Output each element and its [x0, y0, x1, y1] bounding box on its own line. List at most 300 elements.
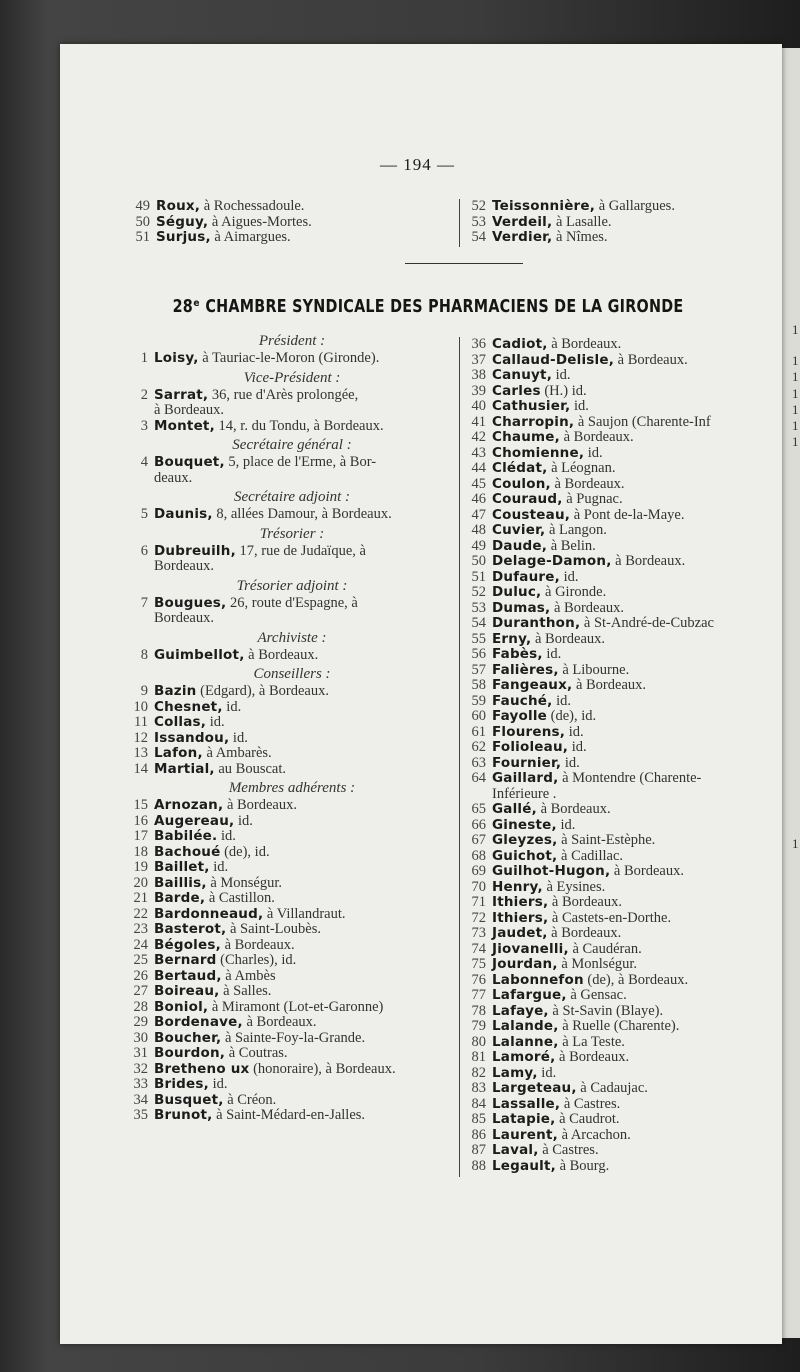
- list-item: [466, 353, 782, 369]
- office-title: Trésorier :: [259, 525, 325, 542]
- member-name: Largeteau,: [492, 1080, 577, 1096]
- next-page-digit: 1: [792, 353, 799, 368]
- member-name: Callaud-Delisle,: [492, 351, 615, 368]
- member-name: Gineste,: [492, 816, 557, 833]
- member-location: (Edgard), à Bordeaux.: [200, 683, 329, 699]
- entry-continuation: Bordeaux.: [154, 610, 214, 626]
- office-title: Conseillers :: [253, 666, 331, 682]
- next-page-digit: 1: [792, 402, 799, 417]
- member-location: à Gensac.: [570, 987, 627, 1003]
- list-item: [466, 430, 782, 446]
- member-name: Jourdan,: [492, 956, 558, 972]
- member-location: (H.) id.: [544, 382, 587, 399]
- list-item: [466, 1019, 782, 1035]
- member-location: Inférieure .: [492, 785, 557, 802]
- entry-number: 1: [140, 350, 148, 366]
- entry-number: 4: [140, 454, 148, 470]
- entry-number: 65: [471, 801, 486, 817]
- list-item: [128, 419, 456, 435]
- list-item: [128, 388, 456, 404]
- entry-number: 50: [471, 553, 486, 569]
- entry-number: 12: [133, 729, 148, 746]
- member-name: Guilhot-Hugon,: [492, 863, 611, 879]
- member-location: à Bordeaux.: [535, 630, 606, 647]
- entry-number: 37: [471, 351, 486, 368]
- member-location: id.: [541, 1064, 557, 1081]
- entry-number: 75: [471, 956, 486, 972]
- member-location: au Bouscat.: [218, 760, 287, 777]
- member-name: Bertaud,: [154, 967, 222, 984]
- entry-number: 15: [133, 797, 148, 813]
- member-location: id.: [560, 816, 576, 833]
- member-location: à Lasalle.: [555, 213, 612, 230]
- member-location: (honoraire), à Bordeaux.: [253, 1060, 396, 1077]
- list-item: [466, 895, 782, 911]
- list-item: [466, 570, 782, 586]
- office-title: Secrétaire adjoint :: [233, 489, 351, 505]
- list-item: [466, 399, 782, 415]
- entry-number: 31: [133, 1045, 148, 1061]
- entry-number: 39: [471, 382, 486, 399]
- member-name: Teissonnière,: [492, 198, 596, 214]
- member-name: Jaudet,: [492, 925, 548, 941]
- member-name: Coulon,: [492, 475, 551, 492]
- member-name: Bazin: [154, 683, 197, 699]
- member-location: à Ruelle (Charente).: [562, 1018, 680, 1034]
- member-location: à Bordeaux.: [613, 863, 684, 879]
- list-item: [466, 1112, 782, 1128]
- member-location: à Bordeaux.: [551, 336, 622, 352]
- member-location: à Bordeaux.: [615, 553, 686, 569]
- entry-number: 82: [471, 1064, 486, 1081]
- member-location: 17, rue de Judaïque, à: [239, 542, 366, 559]
- list-item: [128, 1046, 456, 1062]
- member-name: Boniol,: [154, 998, 209, 1015]
- member-location: à Montendre (Charente-: [562, 770, 702, 786]
- member-location: à Bordeaux.: [563, 429, 634, 445]
- entry-number: 57: [471, 661, 486, 678]
- list-item: [466, 1004, 782, 1020]
- member-location: à St-André-de-Cubzac: [583, 615, 714, 631]
- member-name: Laval,: [492, 1142, 539, 1158]
- entry-continuation: deaux.: [154, 469, 193, 486]
- list-item: [128, 715, 456, 731]
- list-item: [466, 215, 766, 231]
- entry-continuation: à Bordeaux.: [154, 402, 225, 418]
- member-location: 5, place de l'Erme, à Bor-: [228, 454, 377, 470]
- member-name: Chaume,: [492, 429, 560, 445]
- list-item: [466, 492, 782, 508]
- list-item: [466, 864, 782, 880]
- list-item: [128, 1015, 456, 1031]
- next-page-digit: 1: [792, 418, 799, 433]
- entry-number: 51: [135, 229, 150, 245]
- member-name: Verdier,: [492, 229, 553, 245]
- member-location: à Aigues-Mortes.: [211, 213, 312, 230]
- entry-number: 63: [471, 754, 486, 771]
- member-location: à Bordeaux.: [248, 646, 319, 663]
- entry-number: 64: [471, 770, 486, 786]
- list-item: [128, 507, 456, 523]
- member-location: (Charles), id.: [220, 952, 297, 968]
- member-name: Legault,: [492, 1157, 556, 1174]
- office-title: Membres adhérents :: [228, 780, 356, 796]
- entry-number: 38: [471, 367, 486, 383]
- list-item: [466, 771, 782, 787]
- member-location: à Sainte-Foy-la-Grande.: [224, 1029, 366, 1046]
- list-item: [466, 787, 782, 803]
- member-name: Augereau,: [154, 812, 235, 829]
- member-location: id.: [237, 812, 253, 829]
- member-location: id.: [587, 444, 603, 461]
- member-location: à Monlségur.: [561, 956, 638, 972]
- member-location: à Saint-Loubès.: [229, 921, 321, 937]
- list-item: [128, 1000, 456, 1016]
- member-name: Dubreuilh,: [154, 542, 236, 559]
- entry-number: 32: [133, 1060, 148, 1077]
- member-name: Duranthon,: [492, 615, 581, 631]
- list-item: [466, 616, 782, 632]
- entry-number: 7: [140, 594, 148, 611]
- entry-number: 83: [471, 1080, 486, 1096]
- entry-number: 55: [471, 630, 486, 647]
- entry-number: 84: [471, 1095, 486, 1112]
- member-location: à Caudrot.: [559, 1111, 620, 1127]
- list-item: [128, 648, 456, 664]
- list-item: [128, 953, 456, 969]
- entry-number: 43: [471, 444, 486, 461]
- entry-number: 49: [135, 198, 150, 214]
- member-location: à Castres.: [563, 1095, 621, 1112]
- member-name: Jiovanelli,: [492, 940, 569, 957]
- member-name: Cathusier,: [492, 398, 571, 414]
- member-location: à Saint-Estèphe.: [561, 832, 656, 848]
- list-item: [466, 523, 782, 539]
- member-location: à Bordeaux.: [226, 797, 297, 813]
- entry-number: 73: [471, 925, 486, 941]
- member-name: Baillis,: [154, 874, 207, 891]
- member-location: à Cadaujac.: [580, 1080, 648, 1096]
- member-name: Dufaure,: [492, 568, 560, 585]
- list-item: [128, 351, 456, 367]
- member-location: à Tauriac-le-Moron (Gironde).: [202, 350, 380, 366]
- entry-number: 67: [471, 832, 486, 848]
- list-item: [466, 725, 782, 741]
- member-name: Collas,: [154, 714, 207, 730]
- entry-number: 10: [133, 698, 148, 715]
- member-location: à Ambarès.: [206, 745, 272, 761]
- member-location: à Langon.: [548, 522, 607, 538]
- list-item: [466, 663, 782, 679]
- member-name: Fangeaux,: [492, 677, 573, 693]
- entry-number: 45: [471, 475, 486, 492]
- list-item: [128, 860, 456, 876]
- member-location: id.: [212, 1076, 228, 1092]
- entry-number: 34: [133, 1091, 148, 1108]
- entry-number: 69: [471, 863, 486, 879]
- member-name: Delage-Damon,: [492, 553, 612, 569]
- entry-number: 9: [140, 683, 148, 699]
- list-item: [128, 455, 456, 471]
- entry-number: 46: [471, 491, 486, 507]
- member-name: Guimbellot,: [154, 646, 245, 663]
- office-title: Secrétaire général :: [232, 437, 352, 453]
- list-item: [128, 1077, 456, 1093]
- member-name: Canuyt,: [492, 367, 553, 383]
- list-item: [466, 802, 782, 818]
- entry-number: 78: [471, 1002, 486, 1019]
- list-item: [128, 1031, 456, 1047]
- list-item: [466, 911, 782, 927]
- entry-number: 17: [133, 828, 148, 844]
- list-item: [466, 1035, 782, 1051]
- member-name: Fournier,: [492, 754, 562, 771]
- member-name: Daude,: [492, 537, 548, 554]
- member-location: à Salles.: [223, 983, 272, 999]
- member-location: id.: [220, 828, 236, 844]
- member-location: id.: [555, 367, 571, 383]
- list-item: [128, 922, 456, 938]
- member-name: Chomienne,: [492, 444, 585, 461]
- member-location: à Rochessadoule.: [203, 198, 305, 214]
- member-location: à St-Savin (Blaye).: [552, 1002, 664, 1019]
- entry-number: 13: [133, 745, 148, 761]
- member-name: Folioleau,: [492, 739, 569, 755]
- list-item: [466, 477, 782, 493]
- member-name: Cadiot,: [492, 336, 548, 352]
- member-name: Bégoles,: [154, 936, 221, 953]
- member-location: à Coutras.: [228, 1045, 288, 1061]
- entry-number: 29: [133, 1014, 148, 1030]
- entry-number: 59: [471, 692, 486, 709]
- member-location: à Arcachon.: [561, 1126, 631, 1143]
- list-item: [128, 907, 456, 923]
- member-name: Barde,: [154, 890, 206, 906]
- list-item: [128, 1108, 456, 1124]
- member-location: à Gironde.: [545, 584, 607, 600]
- list-item: [128, 798, 456, 814]
- list-item: [128, 845, 456, 861]
- next-page-digit: 1: [792, 434, 799, 449]
- list-item: [466, 230, 766, 246]
- member-location: id.: [563, 568, 579, 585]
- member-location: à Aimargues.: [214, 229, 291, 245]
- member-name: Gleyzes,: [492, 832, 558, 848]
- list-item: [466, 988, 782, 1004]
- member-name: Montet,: [154, 417, 215, 434]
- next-page-digit: 1: [792, 386, 799, 401]
- member-name: Fabès,: [492, 646, 543, 662]
- member-location: à Bourg.: [559, 1157, 610, 1174]
- entry-number: 14: [133, 760, 148, 777]
- member-name: Fayolle: [492, 708, 548, 724]
- member-location: à Pont de-la-Maye.: [573, 506, 685, 523]
- entry-number: 6: [140, 542, 148, 559]
- member-location: à Villandraut.: [266, 905, 346, 922]
- entry-number: 42: [471, 429, 486, 445]
- entry-number: 25: [133, 952, 148, 968]
- member-name: Sarrat,: [154, 386, 209, 403]
- list-item: [128, 876, 456, 892]
- entry-number: 41: [471, 413, 486, 430]
- entry-number: 72: [471, 909, 486, 926]
- member-location: à Eysines.: [546, 878, 606, 895]
- list-item: [128, 984, 456, 1000]
- entry-number: 47: [471, 506, 486, 523]
- list-item: [466, 585, 782, 601]
- list-item: [466, 756, 782, 772]
- entry-number: 18: [133, 843, 148, 860]
- list-item: [466, 973, 782, 989]
- members-right-column: [466, 337, 782, 1174]
- member-location: à Créon.: [227, 1091, 277, 1108]
- members-left-column: [128, 330, 456, 1124]
- member-name: Clédat,: [492, 460, 548, 476]
- list-item: [466, 926, 782, 942]
- member-name: Bachoué: [154, 843, 221, 860]
- member-location: 8, allées Damour, à Bordeaux.: [216, 506, 392, 522]
- list-item: [466, 818, 782, 834]
- entry-number: 49: [471, 537, 486, 554]
- office-title: Vice-Président :: [243, 369, 341, 386]
- entry-number: 22: [133, 905, 148, 922]
- list-item: [466, 1128, 782, 1144]
- entry-number: 20: [133, 874, 148, 891]
- list-item: [128, 544, 456, 560]
- list-item: [466, 368, 782, 384]
- member-location: id.: [209, 714, 225, 730]
- member-name: Lafargue,: [492, 987, 567, 1003]
- list-item: [466, 1159, 782, 1175]
- list-item: [128, 969, 456, 985]
- entry-number: 30: [133, 1029, 148, 1046]
- entry-number: 52: [471, 584, 486, 600]
- member-name: Basterot,: [154, 921, 227, 937]
- entry-number: 53: [471, 213, 486, 230]
- member-name: Arnozan,: [154, 797, 224, 813]
- member-name: Lalanne,: [492, 1033, 559, 1050]
- member-name: Ithiers,: [492, 894, 549, 910]
- entry-number: 66: [471, 816, 486, 833]
- member-name: Lafaye,: [492, 1002, 549, 1019]
- entry-number: 28: [133, 998, 148, 1015]
- entry-number: 74: [471, 940, 486, 957]
- member-name: Verdeil,: [492, 213, 553, 230]
- member-name: Bougues,: [154, 594, 227, 611]
- member-name: Bourdon,: [154, 1045, 226, 1061]
- top-left-list: [130, 199, 460, 246]
- member-name: Duluc,: [492, 584, 542, 600]
- list-item: [466, 337, 782, 353]
- member-name: Fauché,: [492, 692, 553, 709]
- list-item: [128, 1093, 456, 1109]
- member-name: Busquet,: [154, 1091, 224, 1108]
- entry-number: 62: [471, 739, 486, 755]
- member-location: à Bordeaux.: [224, 936, 295, 953]
- list-item: [128, 596, 456, 612]
- entry-number: 23: [133, 921, 148, 937]
- member-location: (de), id.: [224, 843, 270, 860]
- member-name: Martial,: [154, 760, 215, 777]
- member-name: Gallé,: [492, 801, 537, 817]
- member-name: Cuvier,: [492, 522, 546, 538]
- list-item: [466, 1066, 782, 1082]
- member-name: Lamy,: [492, 1064, 538, 1081]
- member-location: à Pugnac.: [566, 491, 623, 507]
- member-name: Labonnefon: [492, 971, 584, 988]
- member-location: id.: [556, 692, 571, 709]
- page-number: — 194 —: [380, 155, 455, 174]
- list-item: [466, 849, 782, 865]
- entry-number: 24: [133, 936, 148, 953]
- entry-number: 70: [471, 878, 486, 895]
- office-title: Président :: [258, 333, 326, 349]
- member-location: à Castets-en-Dorthe.: [551, 909, 672, 926]
- member-name: Gaillard,: [492, 770, 559, 786]
- member-name: Latapie,: [492, 1111, 556, 1127]
- entry-number: 76: [471, 971, 486, 988]
- list-item: [130, 199, 460, 215]
- list-item: [466, 446, 782, 462]
- member-location: à La Teste.: [562, 1033, 625, 1050]
- list-item: [128, 762, 456, 778]
- member-name: Boireau,: [154, 983, 220, 999]
- list-item: [466, 632, 782, 648]
- member-location: à Bordeaux.: [246, 1014, 317, 1030]
- list-item: [466, 709, 782, 725]
- member-location: id.: [568, 723, 584, 740]
- entry-number: 86: [471, 1126, 486, 1143]
- entry-continuation: Bordeaux.: [154, 558, 214, 574]
- entry-number: 54: [471, 615, 486, 631]
- next-page-edge: [782, 48, 800, 1338]
- section-heading: 28ᵉ CHAMBRE SYNDICALE DES PHARMACIENS DE LA GIRONDE: [172, 297, 684, 317]
- list-item: [466, 740, 782, 756]
- member-location: id.: [232, 729, 248, 746]
- member-location: à Bordeaux.: [551, 894, 622, 910]
- entry-number: 50: [135, 213, 150, 230]
- member-location: à Léognan.: [551, 460, 616, 476]
- entry-number: 16: [133, 812, 148, 829]
- list-item: [128, 746, 456, 762]
- member-name: Daunis,: [154, 506, 213, 522]
- list-item: [466, 384, 782, 400]
- member-name: Bordenave,: [154, 1014, 243, 1030]
- list-item: [466, 1097, 782, 1113]
- list-item: [466, 1050, 782, 1066]
- entry-number: 87: [471, 1142, 486, 1158]
- entry-number: 5: [140, 506, 148, 522]
- member-name: Lalande,: [492, 1018, 559, 1034]
- list-item: [128, 938, 456, 954]
- entry-number: 52: [471, 198, 486, 214]
- member-location: 14, r. du Tondu, à Bordeaux.: [218, 417, 384, 434]
- entry-number: 85: [471, 1111, 486, 1127]
- member-name: Bretheno ux: [154, 1060, 250, 1077]
- member-name: Cousteau,: [492, 506, 571, 523]
- member-location: à Castillon.: [208, 890, 275, 906]
- entry-number: 8: [140, 646, 148, 663]
- entry-number: 77: [471, 987, 486, 1003]
- list-item: [130, 215, 460, 231]
- member-name: Bardonneaud,: [154, 905, 264, 922]
- entry-number: 19: [133, 859, 148, 875]
- entry-number: 53: [471, 599, 486, 616]
- entry-number: 60: [471, 708, 486, 724]
- entry-number: 44: [471, 460, 486, 476]
- entry-number: 56: [471, 646, 486, 662]
- list-item: [466, 199, 766, 215]
